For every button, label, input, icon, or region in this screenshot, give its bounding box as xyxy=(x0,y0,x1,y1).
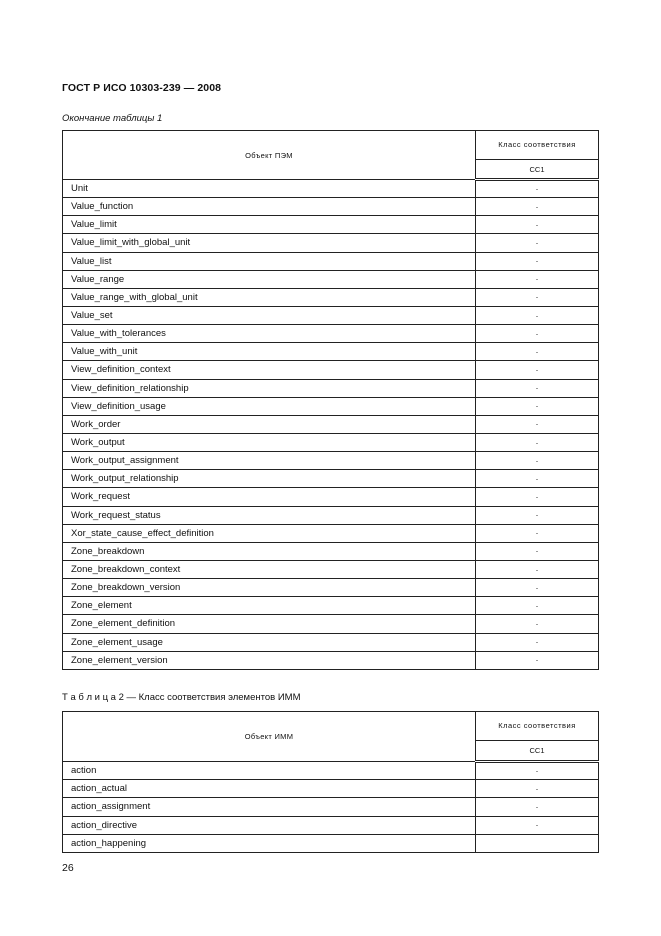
table-row xyxy=(63,288,599,306)
object-name-cell: Value_with_tolerances xyxy=(63,325,476,343)
table-row xyxy=(63,325,599,343)
object-name-cell: action_actual xyxy=(63,780,476,798)
object-name-cell: Value_set xyxy=(63,306,476,324)
conformance-cell: · xyxy=(476,270,599,288)
table-row xyxy=(63,560,599,578)
table-row xyxy=(63,252,599,270)
table-row xyxy=(63,506,599,524)
object-name-cell: View_definition_context xyxy=(63,361,476,379)
object-name-cell: Value_range_with_global_unit xyxy=(63,288,476,306)
object-name-cell: Unit xyxy=(63,180,476,198)
table-row xyxy=(63,816,599,834)
table-row xyxy=(63,651,599,669)
conformance-cell: · xyxy=(476,180,599,198)
conformance-cell: · xyxy=(476,560,599,578)
conformance-cell: · xyxy=(476,343,599,361)
table-row xyxy=(63,524,599,542)
table-row xyxy=(63,615,599,633)
table-row xyxy=(63,762,599,780)
object-name-cell: Value_list xyxy=(63,252,476,270)
object-name-cell: Zone_breakdown xyxy=(63,542,476,560)
table-row xyxy=(63,597,599,615)
conformance-cell: · xyxy=(476,762,599,780)
table-row xyxy=(63,397,599,415)
table1-header-cc: CC1 xyxy=(476,160,599,180)
conformance-cell: · xyxy=(476,252,599,270)
page-number: 26 xyxy=(62,862,74,874)
object-name-cell: action xyxy=(63,762,476,780)
object-name-cell: Work_request xyxy=(63,488,476,506)
conformance-cell: · xyxy=(476,615,599,633)
conformance-cell: · xyxy=(476,798,599,816)
conformance-cell: · xyxy=(476,488,599,506)
conformance-cell: · xyxy=(476,579,599,597)
conformance-cell: · xyxy=(476,524,599,542)
object-name-cell: Value_limit_with_global_unit xyxy=(63,234,476,252)
conformance-cell: · xyxy=(476,506,599,524)
object-name-cell: Work_output xyxy=(63,433,476,451)
conformance-cell: · xyxy=(476,651,599,669)
table-row xyxy=(63,198,599,216)
object-name-cell: View_definition_relationship xyxy=(63,379,476,397)
table2-caption: Т а б л и ц а 2 — Класс соответствия элементов ИММ xyxy=(62,692,301,703)
conformance-cell: · xyxy=(476,433,599,451)
table2-header-object: Объект ИММ xyxy=(63,712,476,762)
object-name-cell: Value_function xyxy=(63,198,476,216)
document-header: ГОСТ Р ИСО 10303-239 — 2008 xyxy=(62,82,222,94)
object-name-cell: Zone_element_usage xyxy=(63,633,476,651)
table-row xyxy=(63,579,599,597)
object-name-cell: Xor_state_cause_effect_definition xyxy=(63,524,476,542)
conformance-cell xyxy=(476,834,599,852)
conformance-cell: · xyxy=(476,288,599,306)
table-row xyxy=(63,452,599,470)
table2-header-cc: CC1 xyxy=(476,741,599,762)
table2-header-class: Класс соответствия xyxy=(476,712,599,741)
conformance-cell: · xyxy=(476,470,599,488)
table-row xyxy=(63,270,599,288)
conformance-cell: · xyxy=(476,325,599,343)
conformance-cell: · xyxy=(476,397,599,415)
table-row xyxy=(63,379,599,397)
table-row xyxy=(63,361,599,379)
conformance-cell: · xyxy=(476,306,599,324)
object-name-cell: Zone_element xyxy=(63,597,476,615)
table-row xyxy=(63,470,599,488)
table-row xyxy=(63,234,599,252)
object-name-cell: View_definition_usage xyxy=(63,397,476,415)
conformance-cell: · xyxy=(476,361,599,379)
table-row xyxy=(63,542,599,560)
object-name-cell: Value_range xyxy=(63,270,476,288)
table1-caption: Окончание таблицы 1 xyxy=(62,113,163,124)
table-row xyxy=(63,798,599,816)
conformance-cell: · xyxy=(476,415,599,433)
table-row xyxy=(63,633,599,651)
table-row xyxy=(63,780,599,798)
conformance-cell: · xyxy=(476,379,599,397)
table-row xyxy=(63,415,599,433)
table1-header-class: Класс соответствия xyxy=(476,131,599,160)
table-row xyxy=(63,216,599,234)
table-row xyxy=(63,488,599,506)
object-name-cell: Work_output_assignment xyxy=(63,452,476,470)
conformance-cell: · xyxy=(476,198,599,216)
conformance-cell: · xyxy=(476,542,599,560)
table-row xyxy=(63,306,599,324)
table1 xyxy=(62,130,599,670)
conformance-cell: · xyxy=(476,780,599,798)
object-name-cell: Work_request_status xyxy=(63,506,476,524)
object-name-cell: Work_output_relationship xyxy=(63,470,476,488)
object-name-cell: Value_limit xyxy=(63,216,476,234)
table2 xyxy=(62,711,599,853)
conformance-cell: · xyxy=(476,633,599,651)
table-row xyxy=(63,180,599,198)
conformance-cell: · xyxy=(476,597,599,615)
object-name-cell: Value_with_unit xyxy=(63,343,476,361)
object-name-cell: action_directive xyxy=(63,816,476,834)
table-row xyxy=(63,433,599,451)
object-name-cell: action_assignment xyxy=(63,798,476,816)
object-name-cell: action_happening xyxy=(63,834,476,852)
table-row xyxy=(63,343,599,361)
object-name-cell: Work_order xyxy=(63,415,476,433)
conformance-cell: · xyxy=(476,234,599,252)
table1-header-object: Объект ПЭМ xyxy=(63,131,476,180)
object-name-cell: Zone_breakdown_context xyxy=(63,560,476,578)
conformance-cell: · xyxy=(476,216,599,234)
object-name-cell: Zone_breakdown_version xyxy=(63,579,476,597)
table-row xyxy=(63,834,599,852)
object-name-cell: Zone_element_definition xyxy=(63,615,476,633)
conformance-cell: · xyxy=(476,452,599,470)
conformance-cell: · xyxy=(476,816,599,834)
object-name-cell: Zone_element_version xyxy=(63,651,476,669)
